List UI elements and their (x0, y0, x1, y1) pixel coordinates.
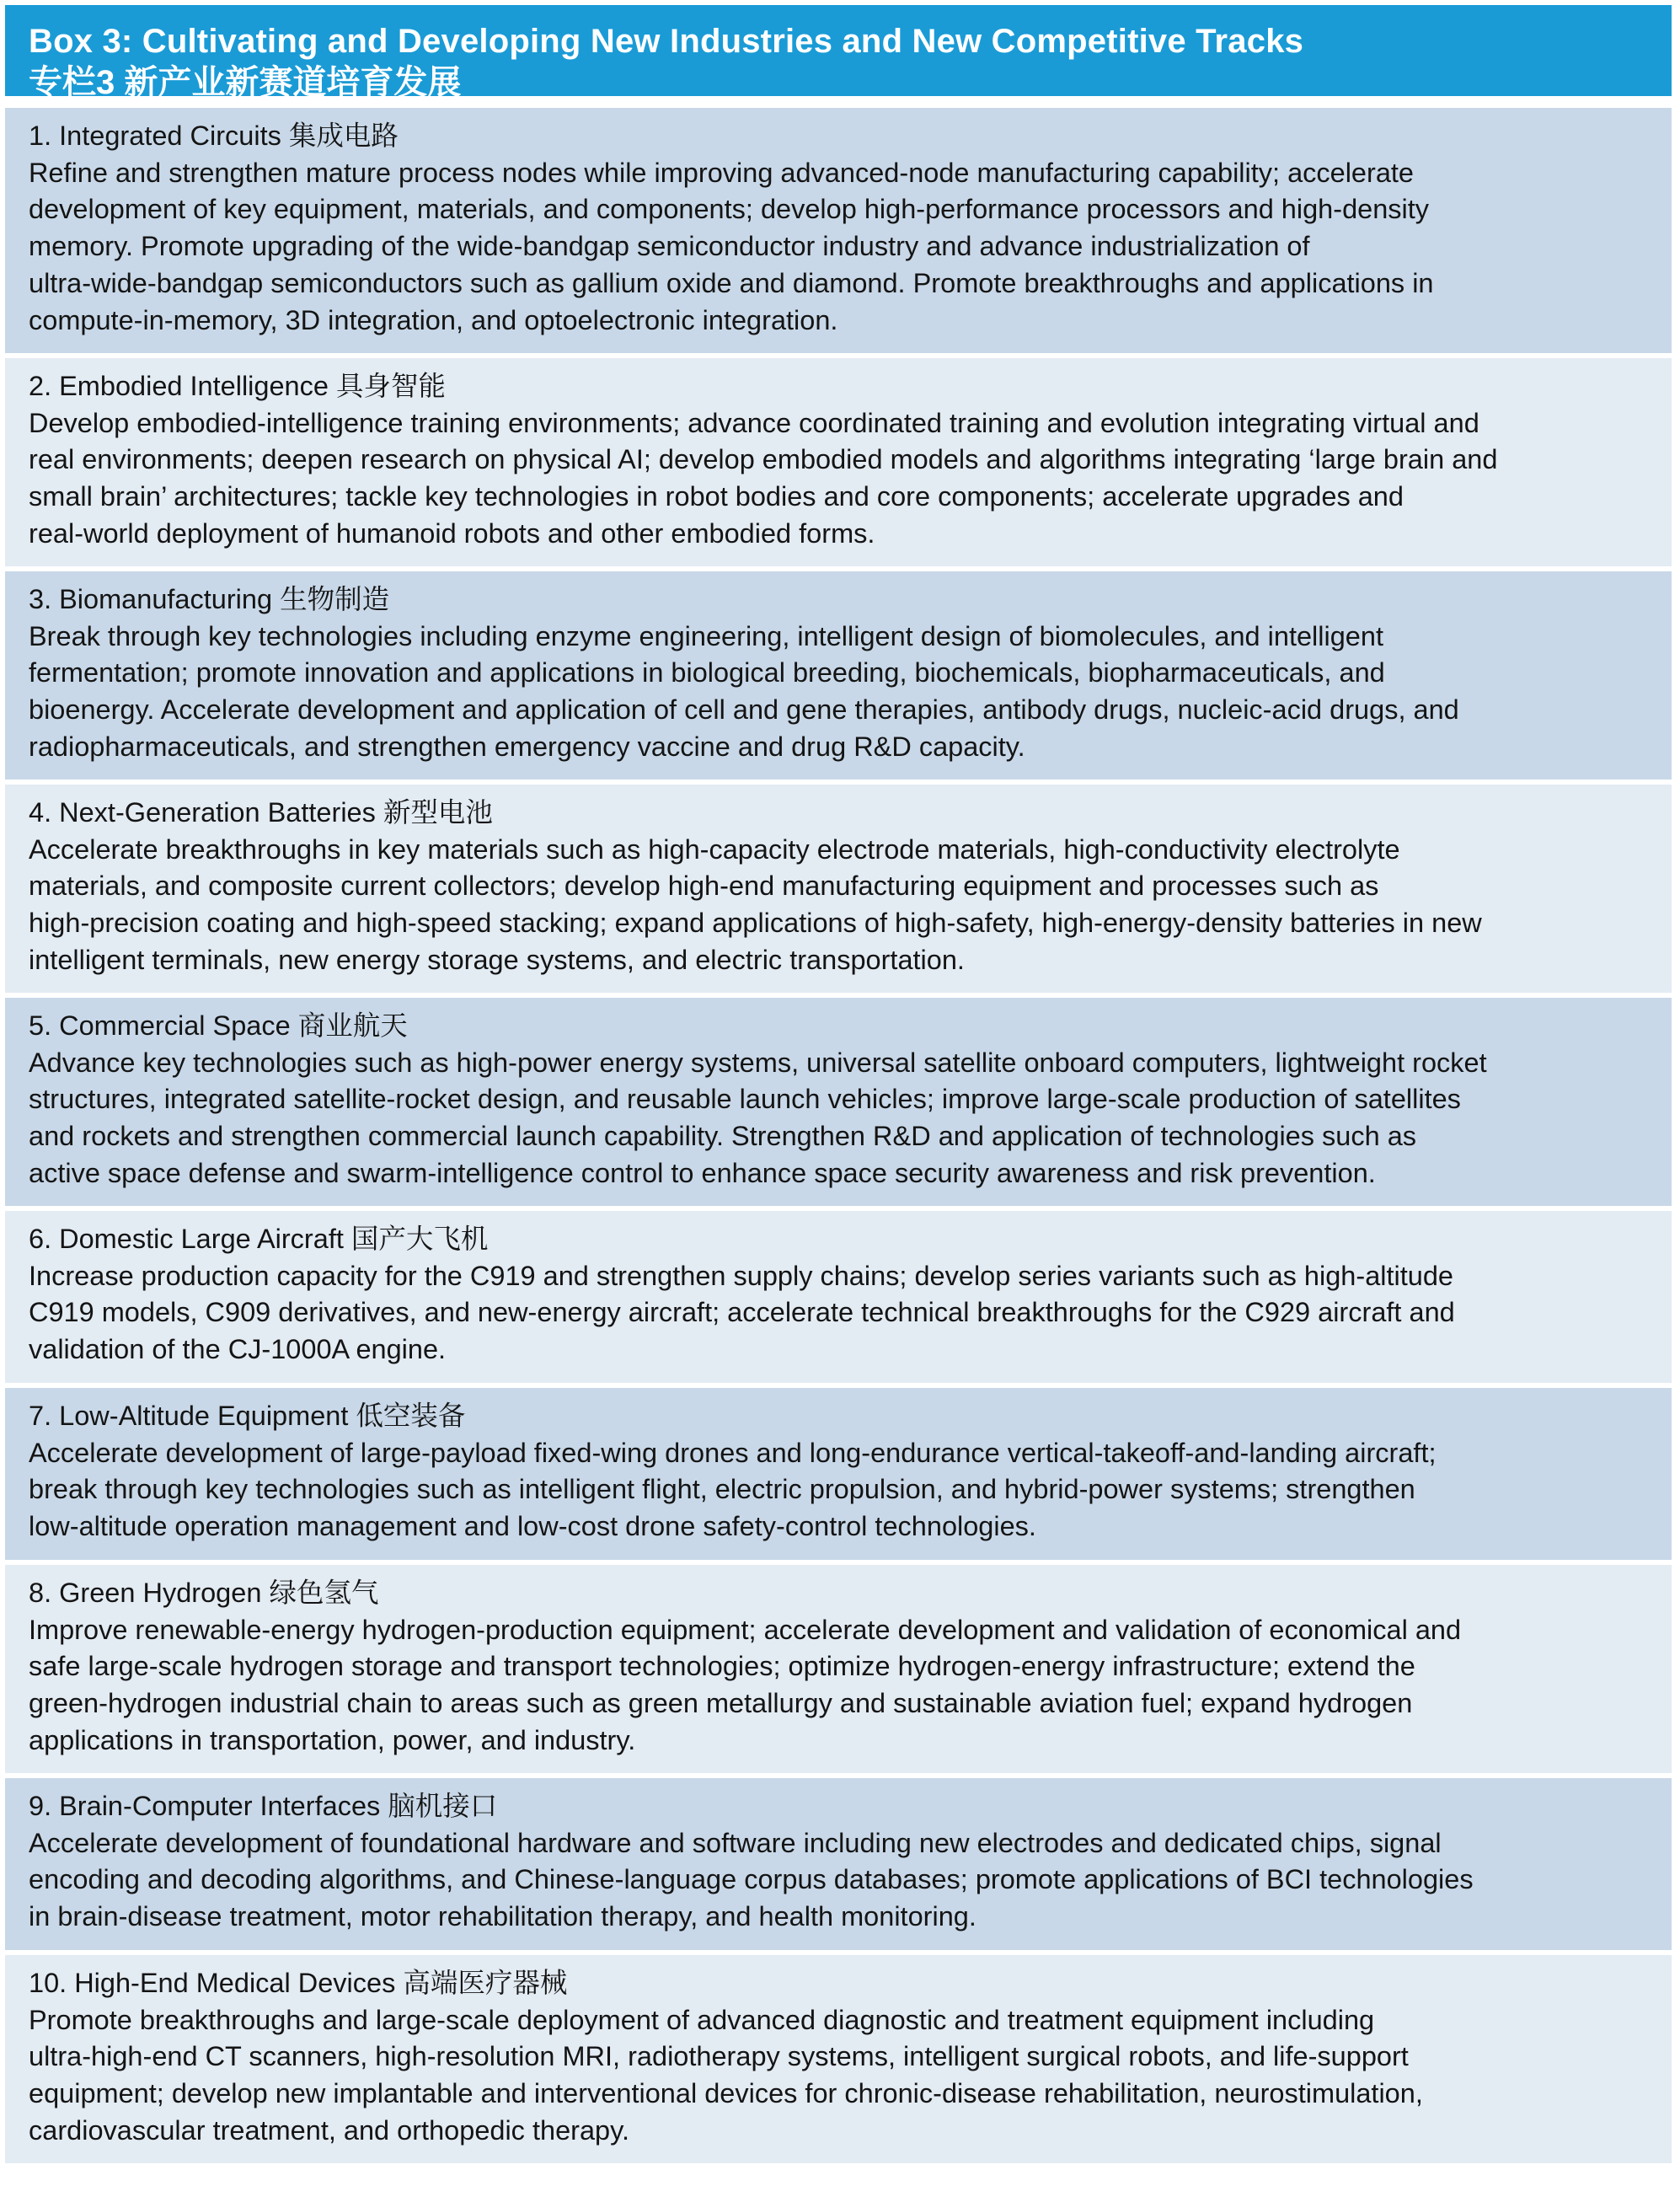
item-description-line: real-world deployment of humanoid robots and other embodied forms. (29, 517, 875, 549)
item-description-line: real environments; deepen research on physical AI; develop embodied models and algorithms integrating ‘large brain and (29, 444, 1498, 475)
box-3-panel (5, 0, 1672, 2163)
item-description-line: Promote breakthroughs and large-scale deployment of advanced diagnostic and treatment equipment including (29, 2004, 1375, 2035)
item-description-line: Increase production capacity for the C919 and strengthen supply chains; develop series variants such as high-altitude (29, 1260, 1453, 1291)
item-description-line: Break through key technologies including enzyme engineering, intelligent design of biomolecules, and intelligent (29, 620, 1383, 651)
item-heading: 10. High-End Medical Devices 高端医疗器械 (29, 1968, 568, 1998)
item-description-line: small brain’ architectures; tackle key technologies in robot bodies and core components; accelerate upgrades and (29, 481, 1404, 512)
item-description (29, 1612, 1648, 1760)
item-description-line: fermentation; promote innovation and applications in biological breeding, biochemicals, biopharmaceuticals, and (29, 657, 1385, 688)
item-description (29, 832, 1648, 979)
item-description (29, 2002, 1648, 2150)
item-description-line: equipment; develop new implantable and interventional devices for chronic-disease rehabilitation, neurostimulation, (29, 2078, 1423, 2109)
item-heading: 6. Domestic Large Aircraft 国产大飞机 (29, 1224, 489, 1254)
item-heading: 8. Green Hydrogen 绿色氢气 (29, 1578, 379, 1608)
item-description-line: intelligent terminals, new energy storage systems, and electric transportation. (29, 944, 965, 975)
item-description-line: applications in transportation, power, and industry. (29, 1724, 636, 1755)
item-description-line: development of key equipment, materials, and components; develop high-performance processors and high-density (29, 194, 1430, 225)
item-description (29, 1045, 1648, 1192)
item-description-line: high-precision coating and high-speed stacking; expand applications of high-safety, high-energy-density batteries in new (29, 908, 1482, 939)
item-description-line: materials, and composite current collectors; develop high-end manufacturing equipment and processes such as (29, 871, 1379, 902)
item-heading: 3. Biomanufacturing 生物制造 (29, 584, 390, 614)
item-description (29, 155, 1648, 340)
box-title-chinese: 专栏3 新产业新赛道培育发展 (29, 64, 462, 101)
item-heading: 7. Low-Altitude Equipment 低空装备 (29, 1401, 466, 1431)
industry-item-integrated-circuits (5, 108, 1672, 353)
industry-item-low-altitude-equipment (5, 1388, 1672, 1560)
item-description-line: encoding and decoding algorithms, and Chinese-language corpus databases; promote applications of BCI technologies (29, 1864, 1474, 1895)
item-description (29, 1825, 1648, 1936)
item-description-line: and rockets and strengthen commercial launch capability. Strengthen R&D and application of technologies such as (29, 1121, 1417, 1152)
item-description-line: C919 models, C909 derivatives, and new-energy aircraft; accelerate technical breakthroughs for the C929 aircraft and (29, 1297, 1455, 1328)
item-description-line: ultra-high-end CT scanners, high-resolution MRI, radiotherapy systems, intelligent surgical robots, and life-support (29, 2041, 1409, 2072)
item-description (29, 1258, 1648, 1369)
industry-item-domestic-large-aircraft (5, 1211, 1672, 1383)
item-description-line: memory. Promote upgrading of the wide-bandgap semiconductor industry and advance industrialization of (29, 231, 1310, 262)
item-description-line: Improve renewable-energy hydrogen-production equipment; accelerate development and validation of economical and (29, 1614, 1462, 1645)
item-description-line: active space defense and swarm-intelligence control to enhance space security awareness and risk prevention. (29, 1157, 1376, 1188)
item-description (29, 619, 1648, 766)
item-description-line: ultra-wide-bandgap semiconductors such as gallium oxide and diamond. Promote breakthroughs and applications in (29, 267, 1434, 298)
item-description-line: safe large-scale hydrogen storage and transport technologies; optimize hydrogen-energy infrastructure; extend the (29, 1651, 1415, 1682)
item-description (29, 1435, 1648, 1546)
box-header (5, 5, 1672, 101)
item-description-line: green-hydrogen industrial chain to areas such as green metallurgy and sustainable aviation fuel; expand hydrogen (29, 1688, 1413, 1719)
item-description-line: Advance key technologies such as high-power energy systems, universal satellite onboard computers, lightweight rocket (29, 1047, 1487, 1078)
item-description-line: break through key technologies such as intelligent flight, electric propulsion, and hybrid-power systems; strengthen (29, 1474, 1415, 1505)
item-heading: 1. Integrated Circuits 集成电路 (29, 121, 399, 151)
item-description-line: low-altitude operation management and low-cost drone safety-control technologies. (29, 1511, 1036, 1542)
industry-item-brain-computer-interfaces (5, 1778, 1672, 1950)
item-heading: 4. Next-Generation Batteries 新型电池 (29, 797, 493, 828)
industry-item-green-hydrogen (5, 1565, 1672, 1773)
item-description-line: Accelerate development of foundational hardware and software including new electrodes and dedicated chips, signal (29, 1827, 1442, 1858)
item-description-line: structures, integrated satellite-rocket design, and reusable launch vehicles; improve large-scale production of satellites (29, 1084, 1461, 1115)
item-heading: 2. Embodied Intelligence 具身智能 (29, 371, 446, 401)
item-description-line: cardiovascular treatment, and orthopedic therapy. (29, 2114, 629, 2146)
item-description-line: bioenergy. Accelerate development and application of cell and gene therapies, antibody drugs, nucleic-acid drugs, and (29, 694, 1459, 726)
item-description-line: compute-in-memory, 3D integration, and optoelectronic integration. (29, 304, 838, 335)
item-heading: 5. Commercial Space 商业航天 (29, 1010, 408, 1041)
box-title-english: Box 3: Cultivating and Developing New Industries and New Competitive Tracks (29, 23, 1304, 60)
item-description-line: Accelerate breakthroughs in key materials such as high-capacity electrode materials, high-conductivity electrolyte (29, 833, 1400, 865)
industry-item-biomanufacturing (5, 571, 1672, 780)
industry-item-high-end-medical-devices (5, 1955, 1672, 2163)
item-description (29, 405, 1648, 553)
item-description-line: Refine and strengthen mature process nodes while improving advanced-node manufacturing capability; accelerate (29, 157, 1415, 188)
item-description-line: Develop embodied-intelligence training environments; advance coordinated training and evolution integrating virtual and (29, 407, 1479, 438)
industry-item-next-generation-batteries (5, 785, 1672, 993)
industry-item-commercial-space (5, 998, 1672, 1206)
item-description-line: radiopharmaceuticals, and strengthen emergency vaccine and drug R&D capacity. (29, 731, 1025, 762)
item-description-line: Accelerate development of large-payload fixed-wing drones and long-endurance vertical-takeoff-and-landing aircraft; (29, 1437, 1437, 1468)
item-description-line: validation of the CJ-1000A engine. (29, 1334, 447, 1365)
industry-item-embodied-intelligence (5, 358, 1672, 566)
item-description-line: in brain-disease treatment, motor rehabilitation therapy, and health monitoring. (29, 1901, 976, 1932)
item-heading: 9. Brain-Computer Interfaces 脑机接口 (29, 1791, 498, 1821)
